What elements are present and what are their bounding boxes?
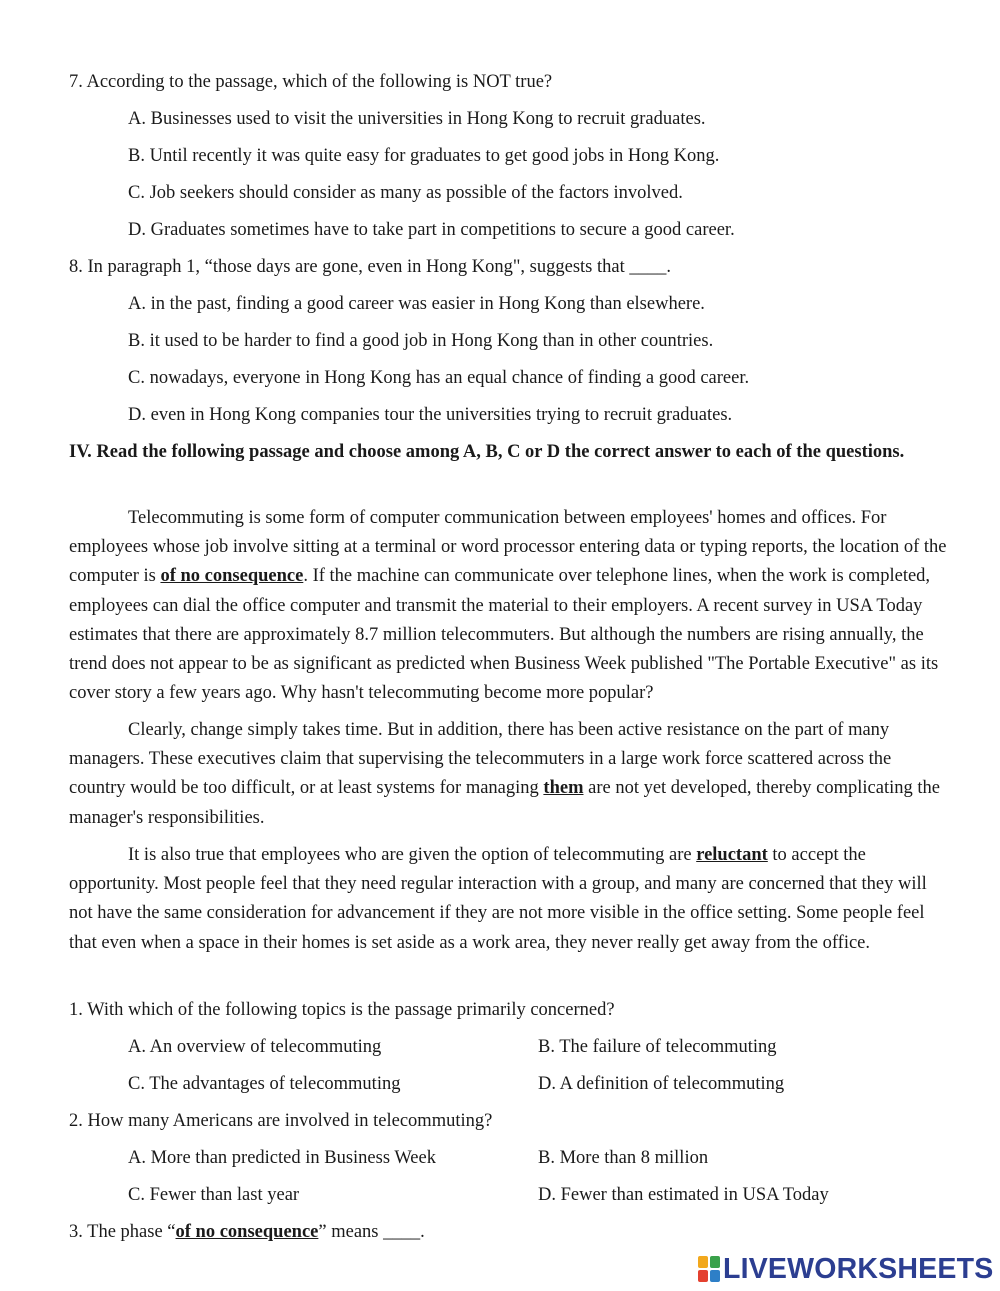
question-1-option-d: D. A definition of telecommuting — [538, 1074, 785, 1094]
paragraph-1-text-a: Telecommuting is some form of computer communication between employees' homes and offices. For employees whose job involve sitting at a terminal or word processor entering data or typing reports, the location of the computer is — [69, 508, 947, 587]
question-1-option-b: B. The failure of telecommuting — [538, 1037, 777, 1057]
underlined-term-reluctant: reluctant — [696, 845, 768, 865]
passage-paragraph-2 — [69, 716, 951, 833]
question-8-option-b: B. it used to be harder to find a good job in Hong Kong than in other countries. — [128, 331, 714, 351]
question-8-option-a: A. in the past, finding a good career was easier in Hong Kong than elsewhere. — [128, 294, 705, 314]
question-2-stem: 2. How many Americans are involved in telecommuting? — [69, 1111, 493, 1131]
passage-paragraph-1 — [69, 504, 951, 708]
question-3-term: of no consequence — [175, 1222, 319, 1242]
brand-name: LIVEWORKSHEETS — [723, 1252, 994, 1285]
question-2-option-c: C. Fewer than last year — [128, 1185, 300, 1205]
question-3-stem — [69, 1222, 425, 1243]
paragraph-2-text-a: Clearly, change simply takes time. But in addition, there has been active resistance on the part of many managers. These executives claim that supervising the telecommuters in a large work force scattered across the country would be too difficult, or at least systems for managing — [69, 720, 892, 799]
question-8-option-d: D. even in Hong Kong companies tour the universities trying to recruit graduates. — [128, 405, 733, 425]
question-2-option-a: A. More than predicted in Business Week — [128, 1148, 436, 1168]
question-7-option-b: B. Until recently it was quite easy for graduates to get good jobs in Hong Kong. — [128, 146, 720, 166]
question-7-option-d: D. Graduates sometimes have to take part in competitions to secure a good career. — [128, 220, 735, 240]
paragraph-1-text-b: . If the machine can communicate over telephone lines, when the work is completed, employees can dial the office computer and transmit the material to their employers. A recent survey in USA Today estimates that there are approximately 8.7 million telecommuters. But although the numbers are rising annually, the trend does not appear to be as significant as predicted when Business Week published "The Portable Executive" as its cover story a few years ago. Why hasn't telecommuting become more popular? — [69, 566, 939, 704]
question-7-stem: 7. According to the passage, which of the following is NOT true? — [69, 72, 553, 92]
logo-tile-1 — [698, 1256, 708, 1268]
question-2-option-d: D. Fewer than estimated in USA Today — [538, 1185, 829, 1205]
question-2-option-b: B. More than 8 million — [538, 1148, 709, 1168]
question-7-option-a: A. Businesses used to visit the universities in Hong Kong to recruit graduates. — [128, 109, 706, 129]
section-heading: IV. Read the following passage and choose among A, B, C or D the correct answer to each of the questions. — [69, 442, 905, 462]
question-1-option-a: A. An overview of telecommuting — [128, 1037, 382, 1057]
paragraph-3-text-b: to accept the opportunity. Most people feel that they need regular interaction with a group, and many are concerned that they will not have the same consideration for advancement if they are not more visible in the office setting. Some people feel that even when a space in their homes is set aside as a work area, they never really get away from the office. — [69, 845, 927, 953]
logo-tile-3 — [698, 1270, 708, 1282]
liveworksheets-logo-icon — [698, 1256, 720, 1282]
question-1-option-c: C. The advantages of telecommuting — [128, 1074, 401, 1094]
question-1-stem: 1. With which of the following topics is the passage primarily concerned? — [69, 1000, 615, 1020]
underlined-term-them: them — [543, 778, 584, 799]
underlined-term-of-no-consequence: of no consequence — [160, 566, 304, 587]
logo-tile-2 — [710, 1256, 720, 1268]
liveworksheets-logo — [698, 1254, 993, 1284]
paragraph-2-text-b: are not yet developed, thereby complicating the manager's responsibilities. — [69, 778, 940, 828]
paragraph-3-text-a: It is also true that employees who are given the option of telecommuting are — [128, 845, 697, 865]
question-8-stem: 8. In paragraph 1, “those days are gone, even in Hong Kong", suggests that ____. — [69, 257, 671, 277]
question-3-suffix: ” means ____. — [318, 1222, 425, 1242]
question-3-prefix: 3. The phase “ — [69, 1222, 176, 1242]
passage-paragraph-3 — [69, 841, 951, 958]
logo-tile-4 — [710, 1270, 720, 1282]
question-7-option-c: C. Job seekers should consider as many as possible of the factors involved. — [128, 183, 683, 203]
question-8-option-c: C. nowadays, everyone in Hong Kong has an equal chance of finding a good career. — [128, 368, 750, 388]
